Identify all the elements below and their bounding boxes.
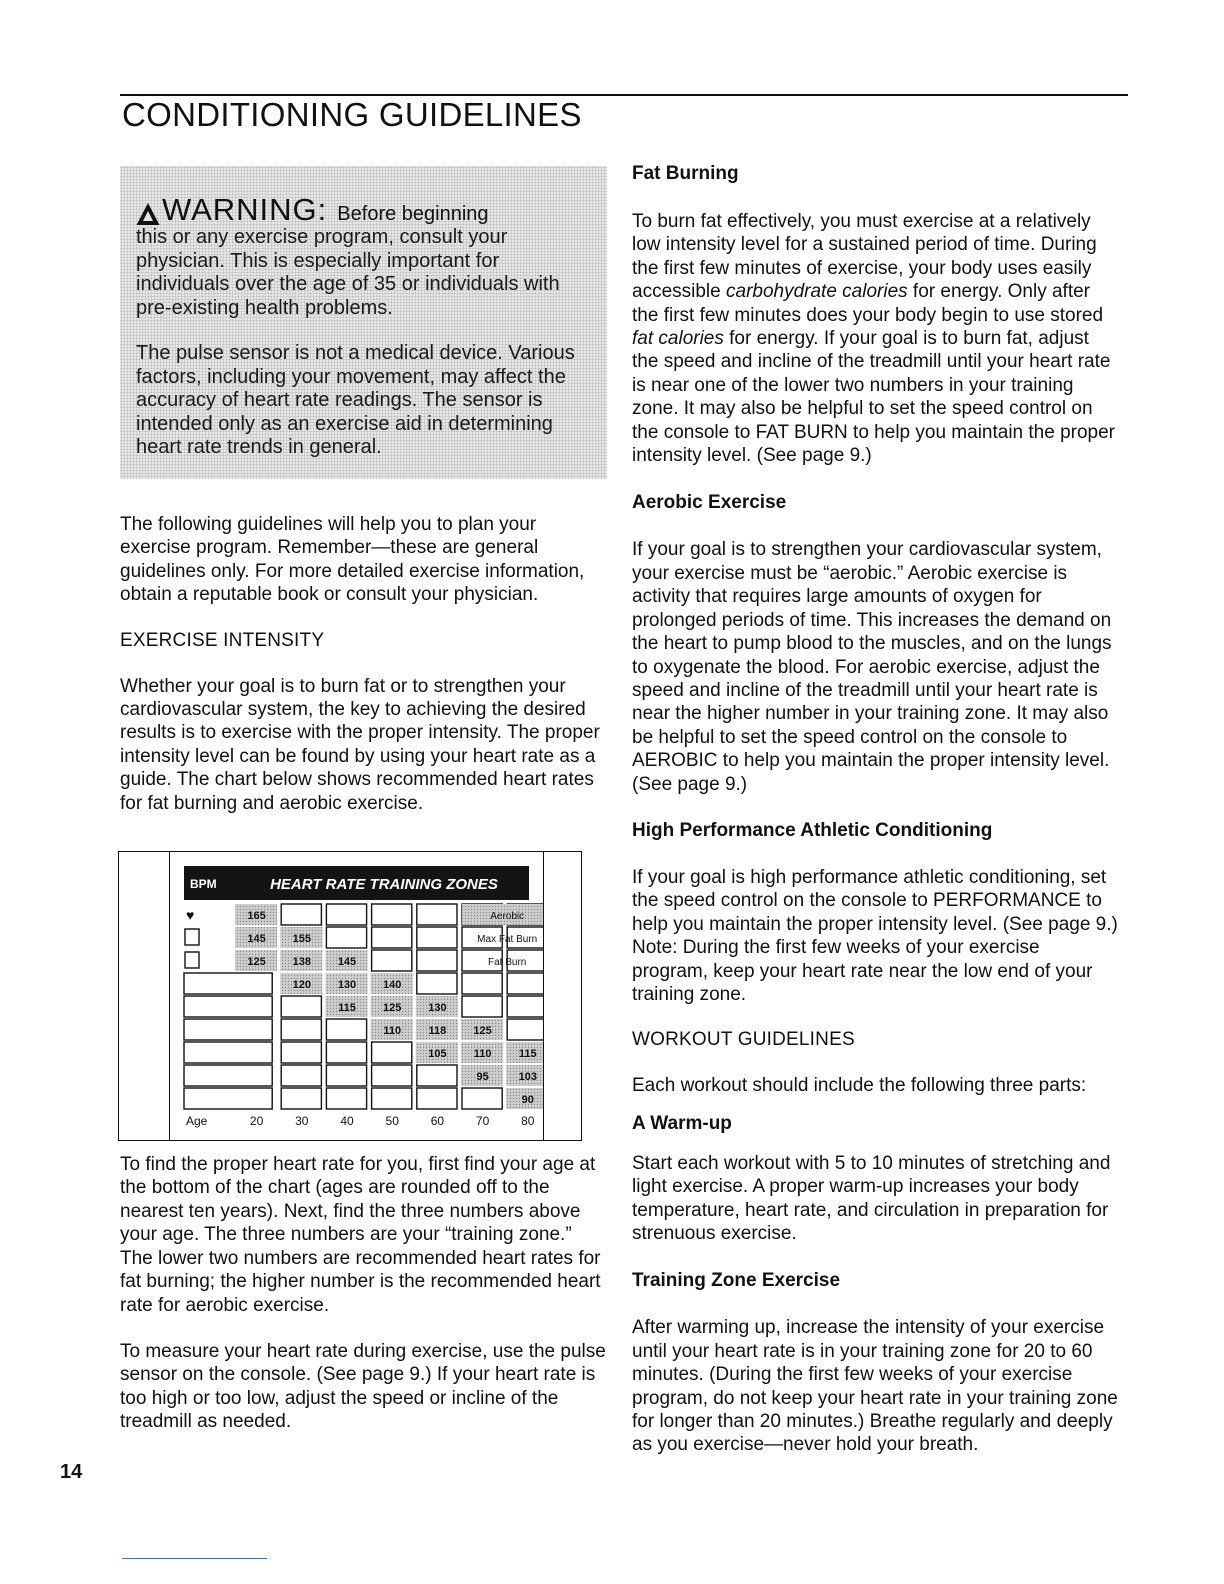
chart-value-label: 110 bbox=[473, 1047, 492, 1060]
chart-empty-cell bbox=[507, 973, 543, 994]
chart-age-tick: 30 bbox=[295, 1113, 309, 1128]
fat-text-3: for energy. If your goal is to burn fat, adjust the speed and incline of the treadmill until your heart rate is near one of the lower two numbers in your training zone. It may also be helpful to set the speed control on the console to FAT BURN to help you maintain the proper intensity level. (See page 9.) bbox=[632, 328, 1116, 467]
chart-age-label: Age bbox=[186, 1113, 208, 1128]
workout-paragraph: Each workout should include the following three parts: bbox=[632, 1075, 1087, 1097]
heart-rate-chart-frame bbox=[118, 851, 582, 1141]
chart-value-label: 130 bbox=[337, 978, 357, 991]
chart-age-tick: 60 bbox=[430, 1113, 445, 1128]
page-title: CONDITIONING GUIDELINES bbox=[122, 96, 582, 133]
chart-value-label: 138 bbox=[292, 955, 311, 968]
heart-rate-chart-inner bbox=[169, 851, 544, 1141]
chart-legend-label: Aerobic bbox=[490, 910, 525, 922]
chart-value-label: 155 bbox=[292, 932, 311, 945]
chart-empty-cell bbox=[372, 1065, 412, 1086]
chart-marker-box bbox=[185, 929, 199, 945]
page-number: 14 bbox=[60, 1461, 83, 1483]
chart-age-tick: 70 bbox=[475, 1113, 490, 1128]
chart-empty-cell bbox=[184, 1065, 272, 1086]
chart-age-tick: 80 bbox=[521, 1113, 535, 1128]
warning-para-1: this or any exercise program, consult your physician. This is especially important for individuals over the age of 35 or individuals with pre-existing health problems. bbox=[136, 226, 560, 319]
heart-rate-chart bbox=[170, 851, 543, 1140]
warning-heading: WARNING: bbox=[162, 192, 328, 227]
chart-empty-cell bbox=[372, 927, 412, 948]
chart-empty-cell bbox=[184, 973, 272, 994]
fat-burning-paragraph bbox=[632, 210, 1120, 467]
chart-empty-cell bbox=[281, 904, 321, 925]
exercise-intensity-heading: EXERCISE INTENSITY bbox=[120, 629, 325, 651]
chart-empty-cell bbox=[507, 996, 543, 1017]
training-zone-heading: Training Zone Exercise bbox=[632, 1270, 841, 1292]
find-rate-paragraph: To find the proper heart rate for you, first find your age at the bottom of the chart (ages are rounded off to the nearest ten years). Next, find the three numbers above your age. The three numbers are your “training zone.” The lower two numbers are recommended heart rates for fat burning; the higher number is the recommended heart rate for aerobic exercise. bbox=[120, 1154, 601, 1316]
aerobic-paragraph: If your goal is to strengthen your cardiovascular system, your exercise must be “aerobic.” Aerobic exercise is activity that requires large amounts of oxygen for prolonged periods of time. This increases the demand on the heart to pump blood to the muscles, and on the lungs to oxygenate the blood. For aerobic exercise, adjust the speed and incline of the treadmill until your heart rate is near the higher number in your training zone. It may also be helpful to set the speed control on the console to AEROBIC to help you maintain the proper intensity level. (See page 9.) bbox=[632, 539, 1112, 795]
measure-paragraph: To measure your heart rate during exercise, use the pulse sensor on the console. (See page 9.) If your heart rate is too high or too low, adjust the speed or incline of the treadmill as needed. bbox=[120, 1340, 606, 1433]
chart-legend-label: Fat Burn bbox=[488, 956, 527, 968]
heart-icon: ♥ bbox=[186, 906, 195, 923]
chart-value-label: 130 bbox=[428, 1001, 447, 1014]
left-column bbox=[120, 164, 608, 1434]
chart-value-label: 103 bbox=[518, 1070, 537, 1083]
chart-empty-cell bbox=[326, 1065, 366, 1086]
chart-empty-cell bbox=[326, 904, 366, 925]
fat-calories: fat calories bbox=[632, 328, 724, 350]
intro-paragraph: The following guidelines will help you to plan your exercise program. Remember—these are general guidelines only. For more detailed exercise information, obtain a reputable book or consult your physician. bbox=[120, 514, 585, 606]
chart-age-tick: 20 bbox=[249, 1113, 264, 1128]
chart-empty-cell bbox=[326, 927, 366, 948]
chart-value-label: 115 bbox=[518, 1047, 537, 1060]
chart-empty-cell bbox=[281, 1019, 321, 1040]
chart-empty-cell bbox=[417, 1088, 457, 1109]
chart-value-label: 145 bbox=[337, 955, 357, 968]
chart-empty-cell bbox=[184, 1042, 272, 1063]
warning-lead-text: Before beginning bbox=[337, 203, 489, 225]
chart-marker-box bbox=[185, 952, 199, 968]
chart-empty-cell bbox=[281, 1065, 321, 1086]
chart-empty-cell bbox=[417, 1065, 457, 1086]
chart-title: HEART RATE TRAINING ZONES bbox=[270, 875, 498, 893]
chart-value-label: 95 bbox=[476, 1070, 489, 1083]
chart-empty-cell bbox=[417, 950, 457, 971]
chart-legend-label: Max Fat Burn bbox=[477, 933, 538, 945]
warning-para-2: The pulse sensor is not a medical device. Various factors, including your movement, may affect the accuracy of heart rate readings. The sensor is intended only as an exercise aid in determining heart rate trends in general. bbox=[136, 342, 575, 458]
chart-age-tick: 50 bbox=[385, 1113, 399, 1128]
chart-empty-cell bbox=[184, 1088, 272, 1109]
chart-value-label: 105 bbox=[428, 1047, 447, 1060]
chart-empty-cell bbox=[281, 1088, 321, 1109]
chart-empty-cell bbox=[462, 996, 502, 1017]
high-performance-paragraph: If your goal is high performance athletic conditioning, set the speed control on the console to PERFORMANCE to help you maintain the proper intensity level. (See page 9.) Note: During the first few weeks of your exercise program, keep your heart rate near the low end of your training zone. bbox=[632, 866, 1118, 1005]
chart-bpm-label: BPM bbox=[190, 876, 217, 891]
chart-value-label: 90 bbox=[521, 1093, 534, 1106]
chart-empty-cell bbox=[417, 973, 457, 994]
chart-value-label: 110 bbox=[383, 1024, 402, 1037]
chart-empty-cell bbox=[281, 1042, 321, 1063]
chart-empty-cell bbox=[184, 1019, 272, 1040]
chart-value-label: 165 bbox=[247, 909, 266, 922]
warm-up-heading: A Warm-up bbox=[632, 1112, 732, 1134]
fat-text-1: To burn fat effectively, you must exercise at a relatively low intensity level for a sustained period of time. During the first few minutes of exercise, your body uses easily accessible bbox=[632, 211, 1097, 303]
chart-empty-cell bbox=[372, 1042, 412, 1063]
chart-empty-cell bbox=[417, 927, 457, 948]
right-column bbox=[632, 162, 1120, 1457]
chart-value-label: 145 bbox=[247, 932, 266, 945]
chart-value-label: 120 bbox=[292, 978, 311, 991]
training-zone-paragraph: After warming up, increase the intensity of your exercise until your heart rate is in your training zone for 20 to 60 minutes. (During the first few weeks of your exercise program, do not keep your heart rate in your training zone for longer than 20 minutes.) Breathe regularly and deeply as you exercise—never hold your breath. bbox=[632, 1317, 1118, 1456]
chart-empty-cell bbox=[326, 1042, 366, 1063]
carbohydrate-calories: carbohydrate calories bbox=[726, 281, 908, 303]
chart-value-label: 125 bbox=[383, 1001, 402, 1014]
fat-burning-heading: Fat Burning bbox=[632, 163, 739, 184]
footer-rule bbox=[122, 1558, 267, 1559]
fat-text-2: for energy. Only after the first few minutes does your body begin to use stored bbox=[632, 281, 1104, 326]
chart-empty-cell bbox=[281, 996, 321, 1017]
chart-empty-cell bbox=[372, 1088, 412, 1109]
warm-up-paragraph: Start each workout with 5 to 10 minutes of stretching and light exercise. A proper warm-up increases your body temperature, heart rate, and circulation in preparation for strenuous exercise. bbox=[632, 1152, 1111, 1244]
chart-empty-cell bbox=[507, 1019, 543, 1040]
chart-value-label: 125 bbox=[247, 955, 266, 968]
chart-value-label: 118 bbox=[428, 1024, 447, 1037]
chart-empty-cell bbox=[372, 950, 412, 971]
chart-age-tick: 40 bbox=[340, 1113, 354, 1128]
chart-empty-cell bbox=[326, 1088, 366, 1109]
high-performance-heading: High Performance Athletic Conditioning bbox=[632, 819, 993, 841]
chart-value-label: 115 bbox=[338, 1001, 356, 1014]
intensity-paragraph: Whether your goal is to burn fat or to strengthen your cardiovascular system, the key to achieving the desired results is to exercise with the proper intensity. The proper intensity level can be found by using your heart rate as a guide. The chart below shows recommended heart rates for fat burning and aerobic exercise. bbox=[120, 675, 600, 814]
workout-guidelines-heading: WORKOUT GUIDELINES bbox=[632, 1029, 855, 1051]
chart-empty-cell bbox=[372, 904, 412, 925]
chart-value-label: 140 bbox=[383, 978, 402, 991]
chart-empty-cell bbox=[417, 904, 457, 925]
chart-empty-cell bbox=[326, 1019, 366, 1040]
chart-empty-cell bbox=[184, 996, 272, 1017]
chart-empty-cell bbox=[462, 973, 502, 994]
chart-empty-cell bbox=[462, 1088, 502, 1109]
aerobic-heading: Aerobic Exercise bbox=[632, 492, 787, 514]
chart-value-label: 125 bbox=[473, 1024, 492, 1037]
